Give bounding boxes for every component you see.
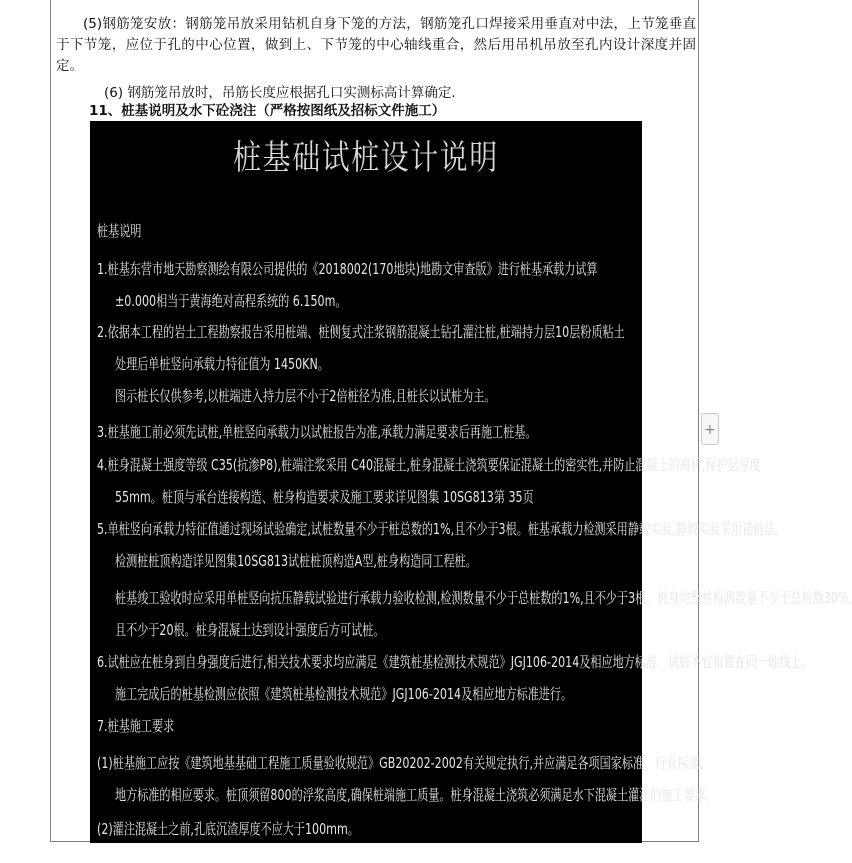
drawing-line-9: 5.单桩竖向承载力特征值通过现场试验确定,试桩数量不少于桩总数的1%,且不少于3根。桩基承载力检测采用静载实验,静载实验采用锚桩法。	[97, 520, 787, 538]
drawing-line-11: 桩基竣工验收时应采用单桩竖向抗压静载试验进行承载力验收检测,检测数量不少于总桩数的1%,且不少于3根。桩身完整性检测数量不少于总桩数30%,	[115, 589, 852, 607]
drawing-line-17: 地方标准的相应要求。桩顶须留800的浮浆高度,确保桩端施工质量。桩身混凝土浇筑必须满足水下混凝土灌注的施工要求。	[115, 786, 717, 804]
drawing-line-10: 检测桩桩顶构造详见图集10SG813试桩桩顶构造A型,桩身构造同工程桩。	[115, 552, 477, 570]
paragraph-cage-placement: (5)钢筋笼安放：钢筋笼吊放采用钻机自身下笼的方法，钢筋笼孔口焊接采用垂直对中法，上节笼垂直于下节笼，应位于孔的中心位置，做到上、下节笼的中心轴线重合，然后用吊机吊放至孔内设计深度并固定。	[56, 16, 696, 74]
paragraph-cage-hoisting: (6) 钢筋笼吊放时，吊筋长度应根据孔口实测标高计算确定.	[104, 85, 456, 101]
drawing-line-15: 7.桩基施工要求	[97, 717, 175, 735]
drawing-line-4: 处理后单桩竖向承载力特征值为 1450KN。	[115, 355, 329, 373]
drawing-line-7: 4.桩身混凝土强度等级 C35(抗渗P8),桩端注浆采用 C40混凝土,桩身混凝土浇筑要保证混凝土的密实性,并防止混凝土的离析,保护层厚度	[97, 456, 762, 474]
drawing-line-1: 1.桩基东营市地天勘察测绘有限公司提供的《2018002(170地块)地勘文审查版》进行桩基承载力试算	[97, 260, 598, 278]
drawing-line-13: 6.试桩应在桩身到自身强度后进行,相关技术要求均应满足《建筑桩基检测技术规范》JGJ106-2014及相应地方标准。试桩不宜布置在同一轴线上。	[97, 653, 813, 671]
drawing-line-6: 3.桩基施工前必须先试桩,单桩竖向承载力以试桩报告为准,承载力满足要求后再施工桩基。	[97, 423, 537, 441]
drawing-line-14: 施工完成后的桩基检测应依照《建筑桩基检测技术规范》JGJ106-2014及相应地方标准进行。	[115, 685, 573, 703]
drawing-line-16: (1)桩基施工应按《建筑地基基础工程施工质量验收规范》GB20202-2002有关规定执行,并应满足各项国家标准、行业标准、	[97, 754, 711, 772]
drawing-line-18: (2)灌注混凝土之前,孔底沉渣厚度不应大于100mm。	[97, 820, 359, 838]
drawing-line-2: ±0.000相当于黄海绝对高程系统的 6.150m。	[115, 292, 347, 310]
drawing-line-12: 且不少于20根。桩身混凝土达到设计强度后方可试桩。	[115, 621, 385, 639]
drawing-line-3: 2.依据本工程的岩土工程勘察报告采用桩端、桩侧复式注浆钢筋混凝土钻孔灌注桩,桩端持力层10层粉质粘土	[97, 323, 625, 341]
drawing-line-8: 55mm。桩顶与承台连接构造、桩身构造要求及施工要求详见图集 10SG813第 35页	[115, 488, 534, 506]
expand-icon[interactable]: +	[701, 413, 719, 445]
section-heading: 11、桩基说明及水下砼浇注（严格按图纸及招标文件施工）	[89, 103, 446, 119]
drawing-title: 桩基础试桩设计说明	[233, 138, 499, 178]
drawing-line-0: 桩基说明	[97, 222, 142, 240]
embedded-drawing-image[interactable]	[90, 121, 852, 843]
drawing-line-5: 图示桩长仅供参考,以桩端进入持力层不小于2倍桩径为准,且桩长以试桩为主。	[115, 387, 496, 405]
